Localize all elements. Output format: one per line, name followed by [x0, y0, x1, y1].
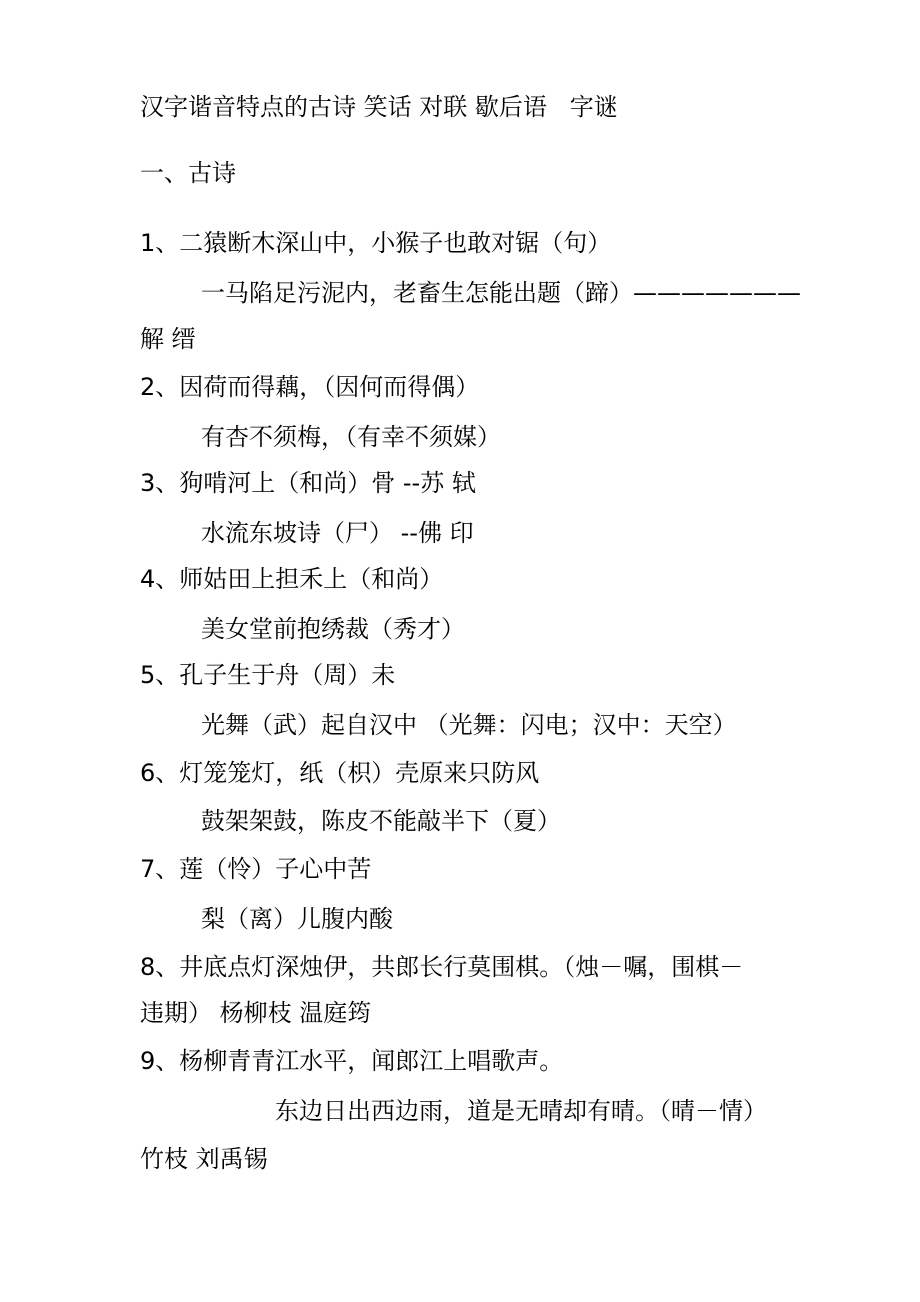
- poem-7-line-2: 梨（离）儿腹内酸: [201, 905, 393, 933]
- poem-4-line-2: 美女堂前抱绣裁（秀才）: [201, 615, 465, 643]
- doc-title: 汉字谐音特点的古诗 笑话 对联 歇后语 字谜: [140, 93, 618, 121]
- poem-4-line-1: 4、师姑田上担禾上（和尚）: [140, 565, 444, 593]
- poem-2-line-2: 有杏不须梅，（有幸不须媒）: [201, 423, 501, 451]
- section-heading: 一、古诗: [140, 159, 236, 187]
- poem-1-line-2: 一马陷足污泥内，老畜生怎能出题（蹄）———————: [201, 279, 801, 307]
- poem-3-line-2: 水流东坡诗（尸） --佛 印: [201, 519, 474, 547]
- poem-8-line-2: 违期） 杨柳枝 温庭筠: [140, 999, 372, 1027]
- poem-6-line-2: 鼓架架鼓，陈皮不能敲半下（夏）: [201, 807, 561, 835]
- poem-5-line-1: 5、孔子生于舟（周）未: [140, 661, 396, 689]
- poem-3-line-1: 3、狗啃河上（和尚）骨 --苏 轼: [140, 469, 476, 497]
- poem-1-line-1: 1、二猿断木深山中，小猴子也敢对锯（句）: [140, 229, 612, 257]
- poem-2-line-1: 2、因荷而得藕，（因何而得偶）: [140, 373, 480, 401]
- poem-6-line-1: 6、灯笼笼灯，纸（枳）壳原来只防风: [140, 759, 540, 787]
- poem-1-author: 解 缙: [140, 325, 196, 353]
- poem-5-line-2: 光舞（武）起自汉中 （光舞：闪电；汉中：天空）: [201, 711, 737, 739]
- poem-7-line-1: 7、莲（怜）子心中苦: [140, 855, 372, 883]
- poem-9-line-2: 东边日出西边雨，道是无晴却有晴。（晴－情）: [275, 1097, 767, 1125]
- poem-9-author: 竹枝 刘禹锡: [140, 1145, 268, 1173]
- poem-8-line-1: 8、井底点灯深烛伊，共郎长行莫围棋。（烛－嘱，围棋－: [140, 953, 744, 981]
- poem-9-line-1: 9、杨柳青青江水平，闻郎江上唱歌声。: [140, 1047, 564, 1075]
